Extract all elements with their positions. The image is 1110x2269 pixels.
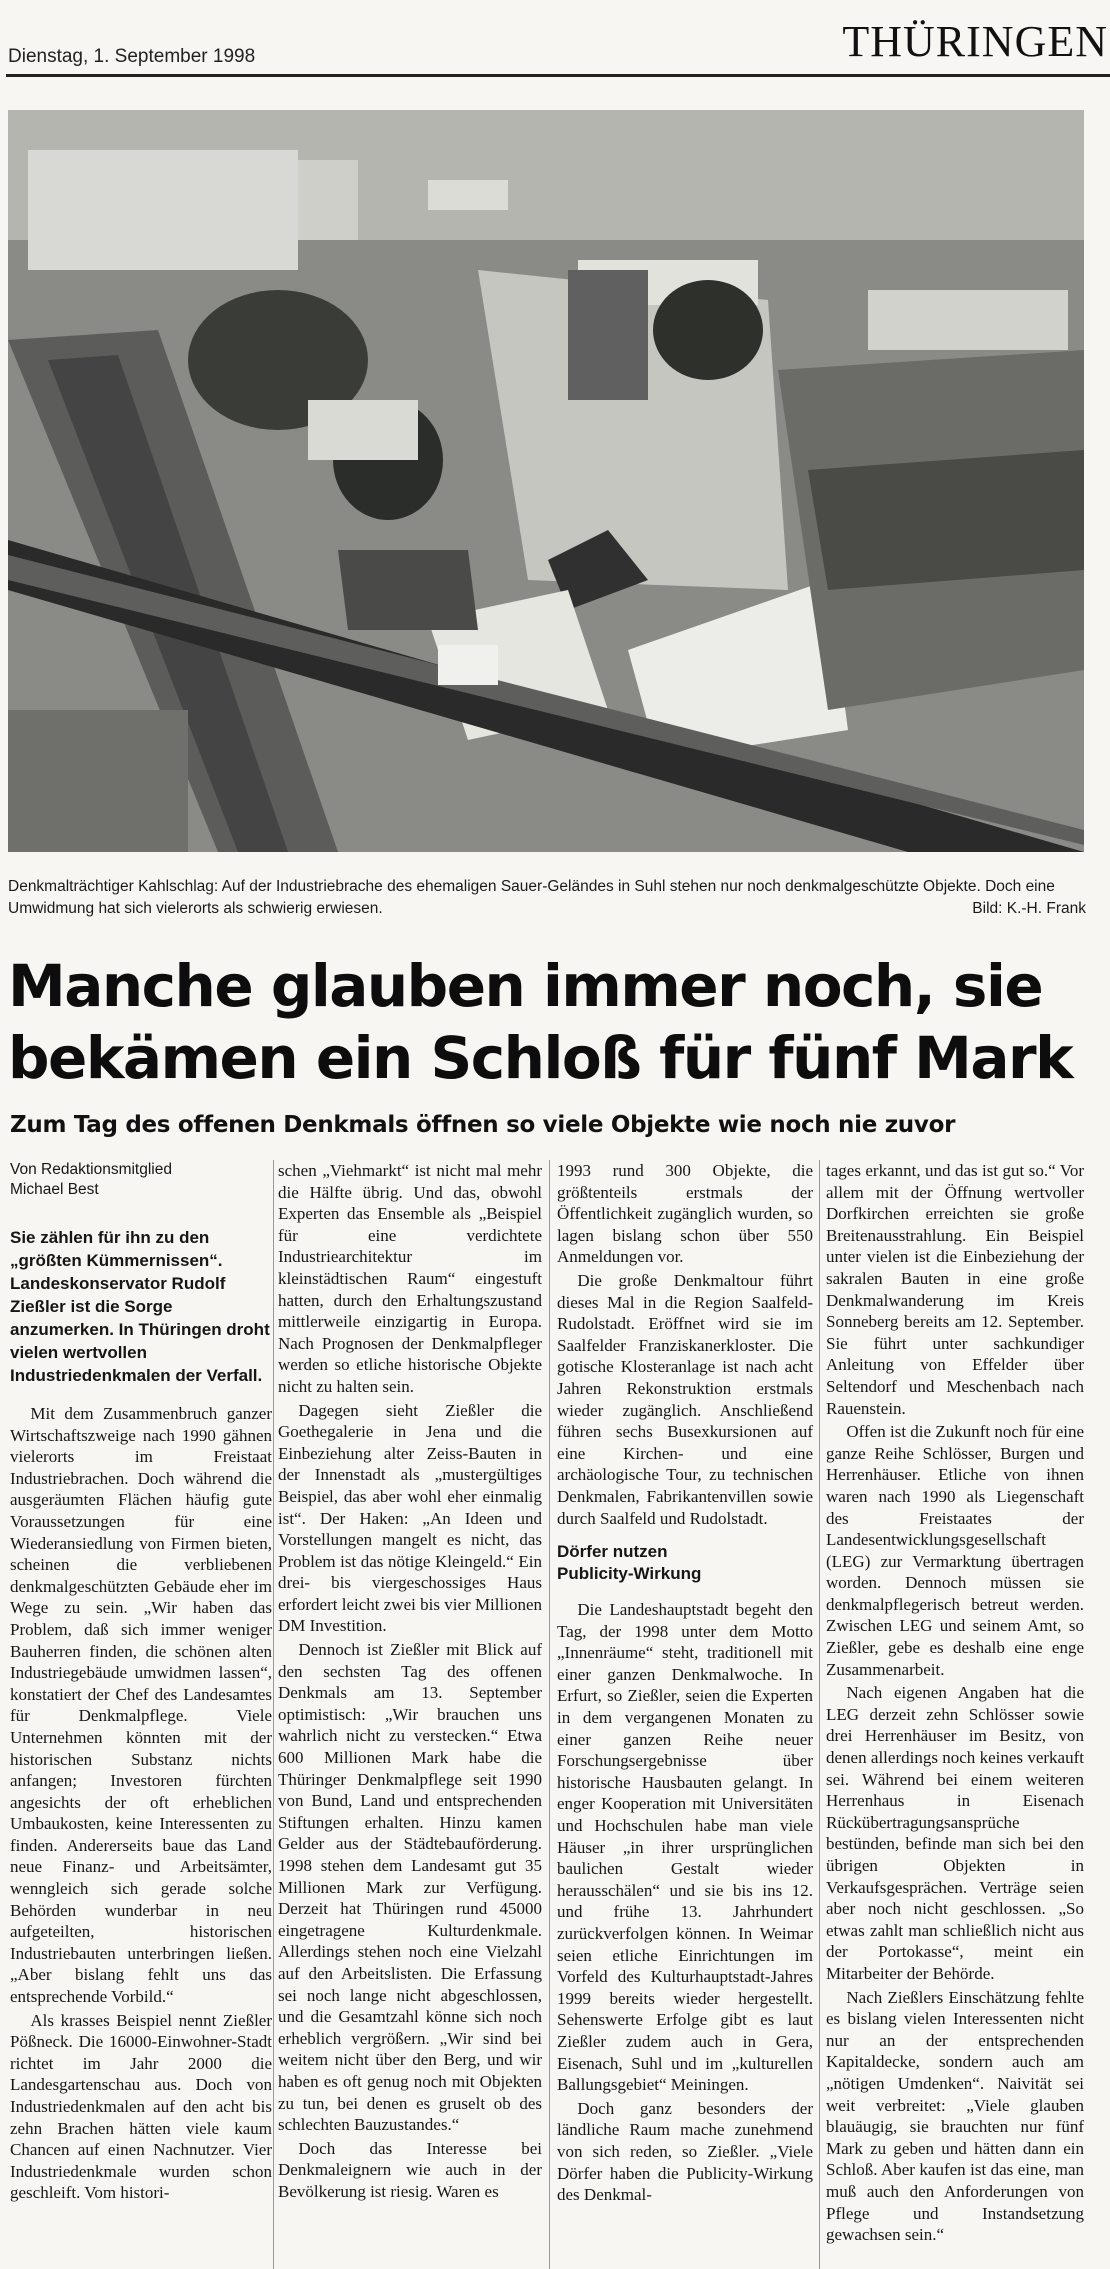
article-column-3 bbox=[557, 1160, 813, 2208]
column-divider bbox=[273, 1160, 274, 2269]
intertitle-line-2: Publicity-Wirkung bbox=[557, 1564, 702, 1584]
article-column-4 bbox=[826, 1160, 1084, 2248]
paragraph: Nach Zießlers Einschätzung fehlte es bislang vielen Interessenten nicht nur an der entsprechenden Kapitaldecke, sondern auch am „nötigen Umdenken“. Naivität sei weit verbreitet: „Viele glauben blauäugig, sie brauchten nur fünf Mark zu geben und hätten dann ein Schloß. Aber kaufen ist das eine, man muß auch den Anforderungen von Pflege und Instandsetzung gewachsen sein.“ bbox=[826, 1987, 1084, 2245]
byline bbox=[10, 1160, 272, 1200]
column-divider bbox=[549, 1160, 550, 2269]
intertitle-line-1: Dörfer nutzen bbox=[557, 1542, 668, 1562]
aerial-photo bbox=[8, 110, 1084, 852]
article-subheadline: Zum Tag des offenen Denkmals öffnen so viele Objekte wie noch nie zuvor bbox=[10, 1112, 956, 1138]
paragraph: Die Landeshauptstadt begeht den Tag, der 1998 unter dem Motto „Innenräume“ steht, traditionell mit einer ganzen Denkmalwoche. In Erfurt, so Zießler, seien die Experten in dem vergangenen Monaten zu einer ganzen Reihe neuer Forschungsergebnisse über historische Hausbauten gelangt. In enger Kooperation mit Universitäten und Hochschulen habe man viele Häuser „in ihrer ursprünglichen baulichen Gestalt wieder herausschälen“ und sie bis ins 12. und frühe 13. Jahrhundert zurückverfolgen können. In Weimar seien etliche Einrichtungen im Vorfeld des Kulturhauptstadt-Jahres 1999 bereits wieder hergestellt. Sehenswerte Erfolge gibt es laut Zießler zudem auch in Gera, Eisenach, Suhl und im „kulturellen Ballungsgebiet“ Meiningen. bbox=[557, 1600, 813, 2095]
paragraph: Die große Denkmaltour führt dieses Mal in die Region Saalfeld-Rudolstadt. Eröffnet wird sie im Saalfelder Franziskanerkloster. Die gotische Klosteranlage ist nach acht Jahren Rekonstruktion erstmals wieder zugänglich. Anschließend führen sechs Busexkursionen auf eine Kirchen- und eine archäologische Tour, zu technischen Denkmalen, Fabrikantenvillen sowie durch Saalfeld und Rudolstadt. bbox=[557, 1270, 813, 1528]
article-column-2 bbox=[278, 1160, 542, 2205]
header-rule bbox=[6, 74, 1110, 77]
page-header bbox=[0, 0, 1110, 78]
intertitle bbox=[557, 1541, 813, 1585]
paragraph: tages erkannt, und das ist gut so.“ Vor allem mit der Öffnung wertvoller Dorfkirchen erreichten sie große Breitenausstrahlung. Ein Beispiel unter vielen ist die Einbeziehung der sakralen Bauten in eine große Denkmalwanderung im Kreis Sonneberg bereits am 12. September. Sie führt unter sachkundiger Anleitung von Effelder über Seltendorf und Meschenbach nach Rauenstein. bbox=[826, 1161, 1084, 1418]
paragraph: schen „Viehmarkt“ ist nicht mal mehr die Hälfte übrig. Und das, obwohl Experten das Ensemble als „Beispiel für eine verdichtete Industriearchitektur im kleinstädtischen Raum“ eingestuft hatten, durch den Erhaltungszustand mittlerweile einzigartig in Europa. Nach Prognosen der Denkmalpfleger werden so etliche historische Objekte nicht zu halten sein. bbox=[278, 1161, 542, 1396]
issue-date: Dienstag, 1. September 1998 bbox=[8, 46, 256, 67]
article-headline: Manche glauben immer noch, sie bekämen ein Schloß für fünf Mark bbox=[8, 952, 1073, 1092]
paragraph: Doch das Interesse bei Denkmaleignern wie auch in der Bevölkerung ist riesig. Waren es bbox=[278, 2138, 542, 2201]
paragraph: Offen ist die Zukunft noch für eine ganze Reihe Schlösser, Burgen und Herrenhäuser. Etliche von ihnen waren nach 1990 als Liegenschaft des Freistaates der Landesentwicklungsgesellschaft (LEG) zur Vermarktung übertragen worden. Dennoch müssen sie denkmalpflegerisch betreut werden. Zwischen LEG und seinem Amt, so Zießler, gebe es deshalb eine enge Zusammenarbeit. bbox=[826, 1422, 1085, 1679]
byline-author: Michael Best bbox=[10, 1181, 99, 1198]
paragraph: Dagegen sieht Zießler die Goethegalerie in Jena und die Einbeziehung alter Zeiss-Bauten in der Innenstadt als „mustergültiges Beispiel, das aber wohl eher einmalig ist“. Der Haken: „An Ideen und Vorstellungen mangelt es nicht, das Problem ist das nötige Kleingeld.“ Ein drei- bis viergeschossiges Haus erfordert leicht zwei bis vier Millionen DM Investition. bbox=[278, 1400, 542, 1636]
photo-caption: Denkmalträchtiger Kahlschlag: Auf der Industriebrache des ehemaligen Sauer-Geländes in Suhl stehen nur noch denkmalgeschützte Objekte. Doch eine Umwidmung hat sich vielerorts als schwierig erwiesen. bbox=[8, 878, 1055, 917]
byline-role: Von Redaktionsmitglied bbox=[10, 1161, 172, 1178]
article-column-1 bbox=[10, 1160, 272, 2206]
aerial-photo-illustration bbox=[8, 110, 1084, 852]
article-lead: Sie zählen für ihn zu den „größten Kümmernissen“. Landeskonservator Rudolf Zießler ist die Sorge anzumerken. In Thüringen droht vielen wertvollen Industriedenkmalen der Verfall. bbox=[10, 1228, 270, 1385]
photo-credit: Bild: K.-H. Frank bbox=[972, 900, 1086, 917]
paragraph: Doch ganz besonders der ländliche Raum mache zunehmend von sich reden, so Zießler. „Viele Dörfer haben die Publicity-Wirkung des Denkmal- bbox=[557, 2098, 813, 2205]
section-title: THÜRINGEN bbox=[842, 17, 1108, 66]
paragraph: Mit dem Zusammenbruch ganzer Wirtschaftszweige nach 1990 gähnen vielerorts im Freistaat Industriebrachen. Doch während die ausgeräumten Flächen häufig gute Voraussetzungen für eine Wiederansiedlung von Firmen bieten, scheinen die verbliebenen denkmalgeschützten Gebäude eher im Wege zu sein. „Wir haben das Problem, daß sich immer weniger Bauherren finden, die schönen alten Industriegebäude umwidmen lassen“, konstatiert der Chef des Landesamtes für Denkmalpflege. Viele Unternehmen könnten mit der historischen Substanz nichts anfangen; Investoren fürchten angesichts der oft erheblichen Umbaukosten, keine Interessenten zu finden. Andererseits baue das Land neue Finanz- und Arbeitsämter, wenngleich sich gerade solche Behörden wunderbar in neu aufgeteilten, historischen Industriebauten unterbringen ließen. „Aber bislang fehlt uns das entsprechende Vorbild.“ bbox=[10, 1404, 272, 2007]
paragraph: Dennoch ist Zießler mit Blick auf den sechsten Tag des offenen Denkmals am 13. September optimistisch: „Wir brauchen uns wahrlich nicht zu verstecken.“ Etwa 600 Millionen Mark habe die Thüringer Denkmalpflege seit 1990 von Bund, Land und entsprechenden Stiftungen erhalten. Hinzu kamen Gelder aus der Städtebauförderung. 1998 stehen dem Landesamt gut 35 Millionen Mark zur Verfügung. Derzeit hat Thüringen rund 45000 eingetragene Kulturdenkmale. Allerdings stehen noch eine Vielzahl auf den Arbeitslisten. Die Erfassung sei noch lange nicht abgeschlossen, und die Gesamtzahl könne sich noch erheblich vergrößern. „Wir sind bei weitem nicht über den Berg, und wir haben es oft genug noch mit Objekten zu tun, bei denen es gruselt ob des schlechten Bauzustandes.“ bbox=[278, 1640, 542, 2135]
paragraph: 1993 rund 300 Objekte, die größtenteils erstmals der Öffentlichkeit zugänglich wurden, so lagen bislang schon über 550 Anmeldungen vor. bbox=[557, 1161, 813, 1267]
paragraph: Als krasses Beispiel nennt Zießler Pößneck. Die 16000-Einwohner-Stadt richtet im Jahr 2000 die Landesgartenschau aus. Doch von Industriedenkmalen auf den acht bis zehn Brachen hätten viele kaum Chancen auf einen Nachnutzer. Vier Industriedenkmale wurden schon geschleift. Vom histori- bbox=[10, 2010, 272, 2203]
paragraph: Nach eigenen Angaben hat die LEG derzeit zehn Schlösser sowie drei Herrenhäuser im Besitz, von denen allerdings noch keines verkauft sei. Während bei einem weiteren Herrenhaus in Eisenach Rückübertragungsansprüche bestünden, befinde man sich bei den übrigen Objekten in Verkaufsgesprächen. Verträge seien aber noch nicht geschlossen. „So etwas zahlt man schließlich nicht aus der Portokasse“, meint ein Mitarbeiter der Behörde. bbox=[826, 1683, 1084, 1983]
column-divider bbox=[819, 1160, 820, 2269]
